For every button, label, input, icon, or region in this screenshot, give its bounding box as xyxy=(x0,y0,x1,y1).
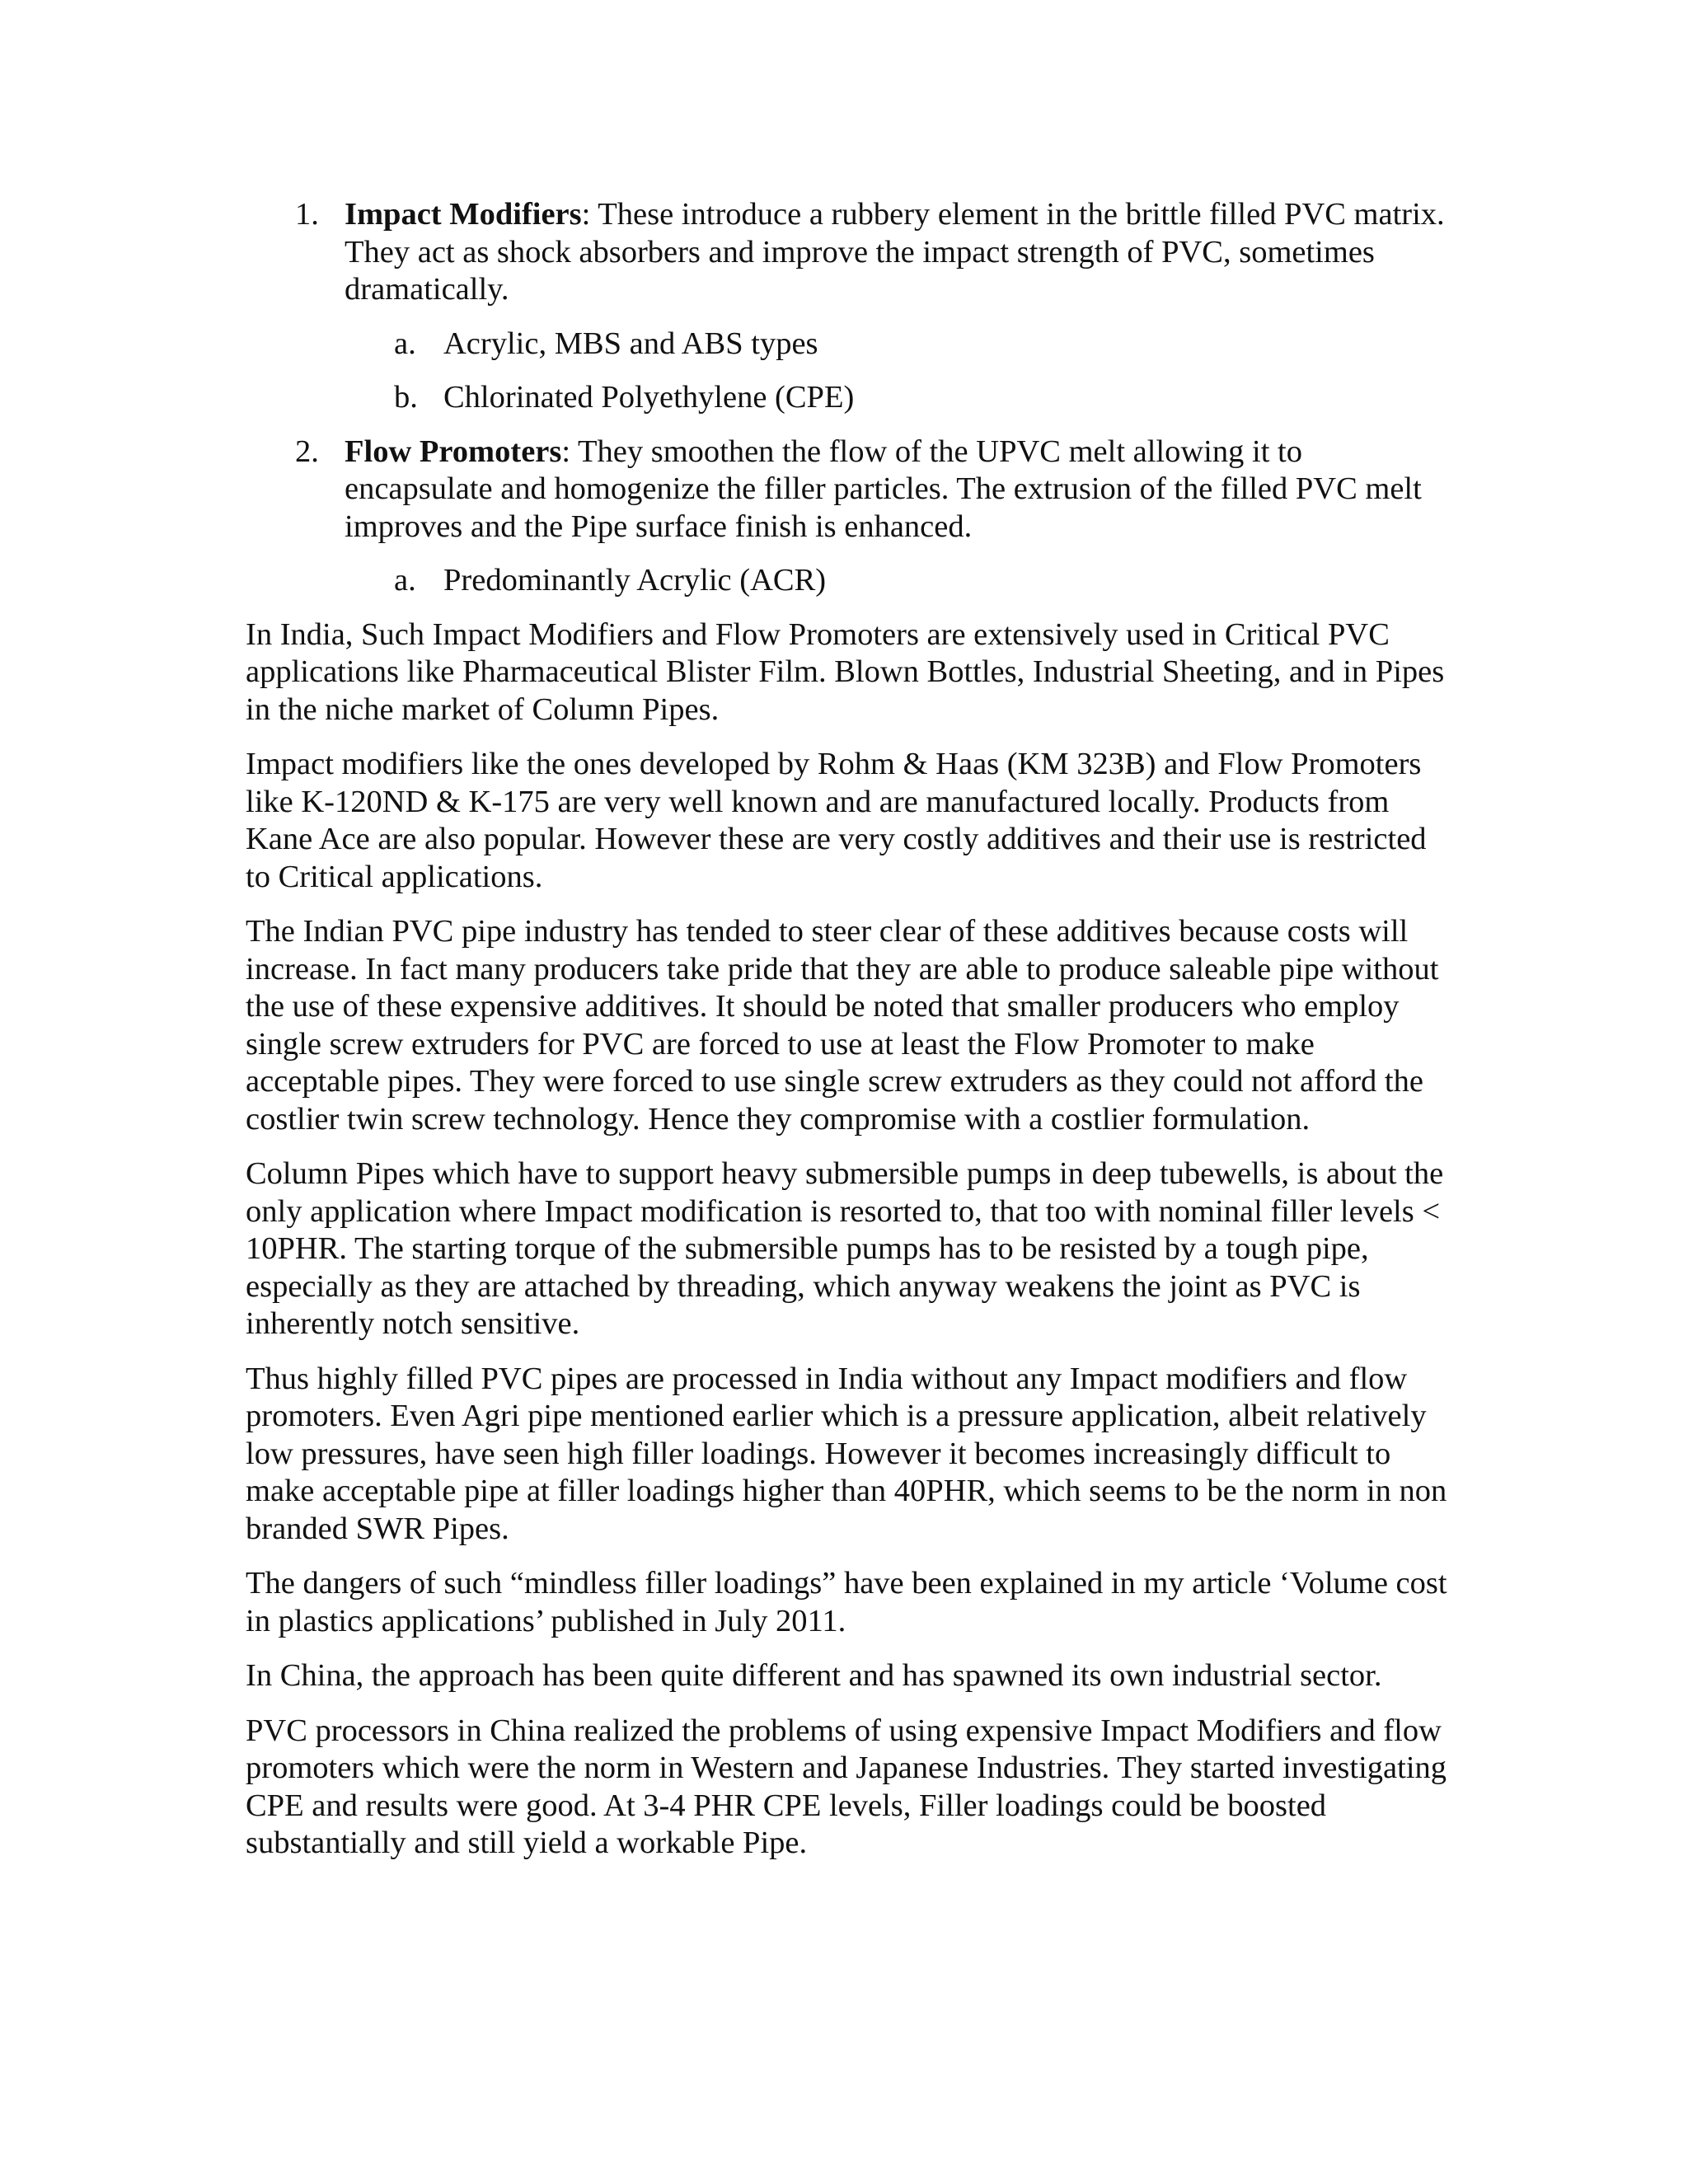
sub-list-text: Predominantly Acrylic (ACR) xyxy=(443,563,827,598)
sub-list-item xyxy=(246,379,1449,417)
sub-list-item xyxy=(246,562,1449,600)
paragraph-column-pipes: Column Pipes which have to support heavy submersible pumps in deep tubewells, is about the only application where Impact modification is resorted to, that too with nominal filler levels < 10PHR. The starting torque of the submersible pumps has to be resisted by a tough pipe, especially as they are attached by threading, which anyway weakens the joint as PVC is inherently notch sensitive. xyxy=(246,1156,1444,1341)
paragraph-indian-pipe-industry: The Indian PVC pipe industry has tended to steer clear of these additives because costs will increase. In fact many producers take pride that they are able to produce saleable pipe without the use of these expensive additives. It should be noted that smaller producers who employ single screw extruders for PVC are forced to use at least the Flow Promoter to make acceptable pipes. They were forced to use single screw extruders as they could not afford the costlier twin screw technology. Hence they compromise with a costlier formulation. xyxy=(246,914,1439,1137)
paragraph-impact-modifier-brands: Impact modifiers like the ones developed by Rohm & Haas (KM 323B) and Flow Promoters like K-120ND & K-175 are very well known and are manufactured locally. Products from Kane Ace are also popular. However these are very costly additives and their use is restricted to Critical applications. xyxy=(246,747,1427,894)
sub-list-letter: b. xyxy=(394,380,418,415)
sub-list-item xyxy=(246,326,1449,363)
list-text: : They smoothen the flow of the UPVC melt allowing it to encapsulate and homogenize the filler particles. The extrusion of the filled PVC melt improves and the Pipe surface finish is enhanced. xyxy=(345,434,1422,544)
paragraph-china-approach: In China, the approach has been quite different and has spawned its own industrial sector. xyxy=(246,1658,1382,1693)
sub-list-letter: a. xyxy=(394,326,416,361)
document-page xyxy=(246,196,1449,1880)
list-number: 2. xyxy=(295,434,319,469)
list-term: Impact Modifiers xyxy=(345,197,582,232)
list-item-impact-modifiers xyxy=(246,196,1449,417)
list-term: Flow Promoters xyxy=(345,434,562,469)
list-number: 1. xyxy=(295,197,319,232)
paragraph-china-processors: PVC processors in China realized the problems of using expensive Impact Modifiers and flow promoters which were the norm in Western and Japanese Industries. They started investigating CPE and results were good. At 3-4 PHR CPE levels, Filler loadings could be boosted substantially and still yield a workable Pipe. xyxy=(246,1713,1447,1860)
numbered-list xyxy=(246,196,1449,600)
sub-list-text: Acrylic, MBS and ABS types xyxy=(443,326,818,361)
sub-list xyxy=(345,326,1449,417)
paragraph-highly-filled-pipes: Thus highly filled PVC pipes are processed in India without any Impact modifiers and flow promoters. Even Agri pipe mentioned earlier which is a pressure application, albeit relatively low pressures, have seen high filler loadings. However it becomes increasingly difficult to make acceptable pipe at filler loadings higher than 40PHR, which seems to be the norm in non branded SWR Pipes. xyxy=(246,1361,1447,1546)
list-item-flow-promoters xyxy=(246,434,1449,600)
list-text: : These introduce a rubbery element in the brittle filled PVC matrix. They act as shock absorbers and improve the impact strength of PVC, sometimes dramatically. xyxy=(345,197,1445,307)
sub-list-letter: a. xyxy=(394,563,416,598)
paragraph-filler-dangers: The dangers of such “mindless filler loadings” have been explained in my article ‘Volume cost in plastics applications’ published in July 2011. xyxy=(246,1566,1447,1638)
sub-list-text: Chlorinated Polyethylene (CPE) xyxy=(443,380,855,415)
paragraph-india-usage: In India, Such Impact Modifiers and Flow Promoters are extensively used in Critical PVC applications like Pharmaceutical Blister Film. Blown Bottles, Industrial Sheeting, and in Pipes in the niche market of Column Pipes. xyxy=(246,616,1445,727)
sub-list xyxy=(345,562,1449,600)
